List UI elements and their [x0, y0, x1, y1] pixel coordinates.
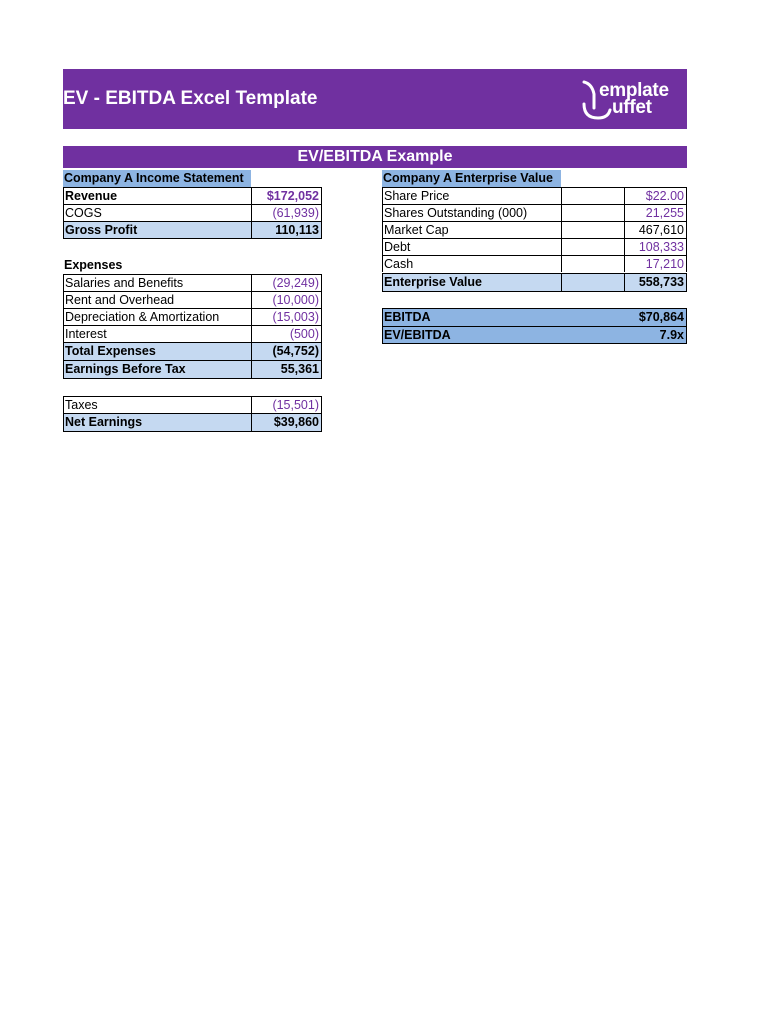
expense-label: Salaries and Benefits [63, 274, 252, 291]
ev-ebitda-value[interactable]: 7.9x [624, 326, 687, 344]
net-earnings-value[interactable]: $39,860 [251, 413, 322, 432]
enterprise-value-heading: Company A Enterprise Value [382, 170, 561, 187]
earnings-before-tax-value[interactable]: 55,361 [251, 360, 322, 379]
taxes-label: Taxes [63, 396, 252, 413]
ev-row-label: Cash [382, 255, 562, 272]
logo-text-top: emplate [599, 80, 669, 101]
gross-profit-label: Gross Profit [63, 221, 252, 239]
earnings-before-tax-label: Earnings Before Tax [63, 360, 252, 379]
total-expenses-value[interactable]: (54,752) [251, 342, 322, 360]
expense-value[interactable]: (15,003) [251, 308, 322, 325]
expense-value[interactable]: (500) [251, 325, 322, 342]
ev-total-spacer [561, 273, 625, 292]
ev-ebitda-spacer [562, 326, 625, 344]
ev-row-spacer [561, 187, 625, 204]
taxes-value[interactable]: (15,501) [251, 396, 322, 413]
ev-row-spacer [561, 204, 625, 221]
expenses-heading: Expenses [64, 258, 123, 272]
ev-row-value[interactable]: $22.00 [624, 187, 687, 204]
ev-row-label: Market Cap [382, 221, 562, 238]
cogs-label: COGS [63, 204, 252, 221]
total-expenses-label: Total Expenses [63, 342, 252, 360]
title-banner [63, 69, 687, 129]
logo-text-bottom: uffet [612, 97, 652, 118]
expense-label: Depreciation & Amortization [63, 308, 252, 325]
cogs-value[interactable]: (61,939) [251, 204, 322, 221]
revenue-value[interactable]: $172,052 [251, 187, 322, 204]
revenue-label: Revenue [63, 187, 252, 204]
ev-row-label: Debt [382, 238, 562, 255]
template-buffet-logo [580, 78, 680, 120]
enterprise-value-value[interactable]: 558,733 [624, 273, 687, 292]
ev-row-value[interactable]: 17,210 [624, 255, 687, 272]
page-title: EV - EBITDA Excel Template [63, 88, 318, 109]
ev-row-value[interactable]: 108,333 [624, 238, 687, 255]
gross-profit-value[interactable]: 110,113 [251, 221, 322, 239]
ev-row-value[interactable]: 21,255 [624, 204, 687, 221]
ev-row-label: Share Price [382, 187, 562, 204]
income-statement-heading: Company A Income Statement [63, 170, 251, 187]
section-title: EV/EBITDA Example [63, 146, 687, 168]
expense-value[interactable]: (10,000) [251, 291, 322, 308]
ev-row-spacer [561, 238, 625, 255]
ev-row-label: Shares Outstanding (000) [382, 204, 562, 221]
expense-label: Interest [63, 325, 252, 342]
ev-row-value[interactable]: 467,610 [624, 221, 687, 238]
expense-value[interactable]: (29,249) [251, 274, 322, 291]
expense-label: Rent and Overhead [63, 291, 252, 308]
enterprise-value-label: Enterprise Value [382, 273, 562, 292]
ev-row-spacer [561, 221, 625, 238]
net-earnings-label: Net Earnings [63, 413, 252, 432]
ebitda-label: EBITDA [382, 308, 562, 326]
ev-ebitda-label: EV/EBITDA [382, 326, 562, 344]
ebitda-value[interactable]: $70,864 [624, 308, 687, 326]
ev-row-spacer [561, 255, 625, 272]
ebitda-spacer [562, 308, 625, 326]
